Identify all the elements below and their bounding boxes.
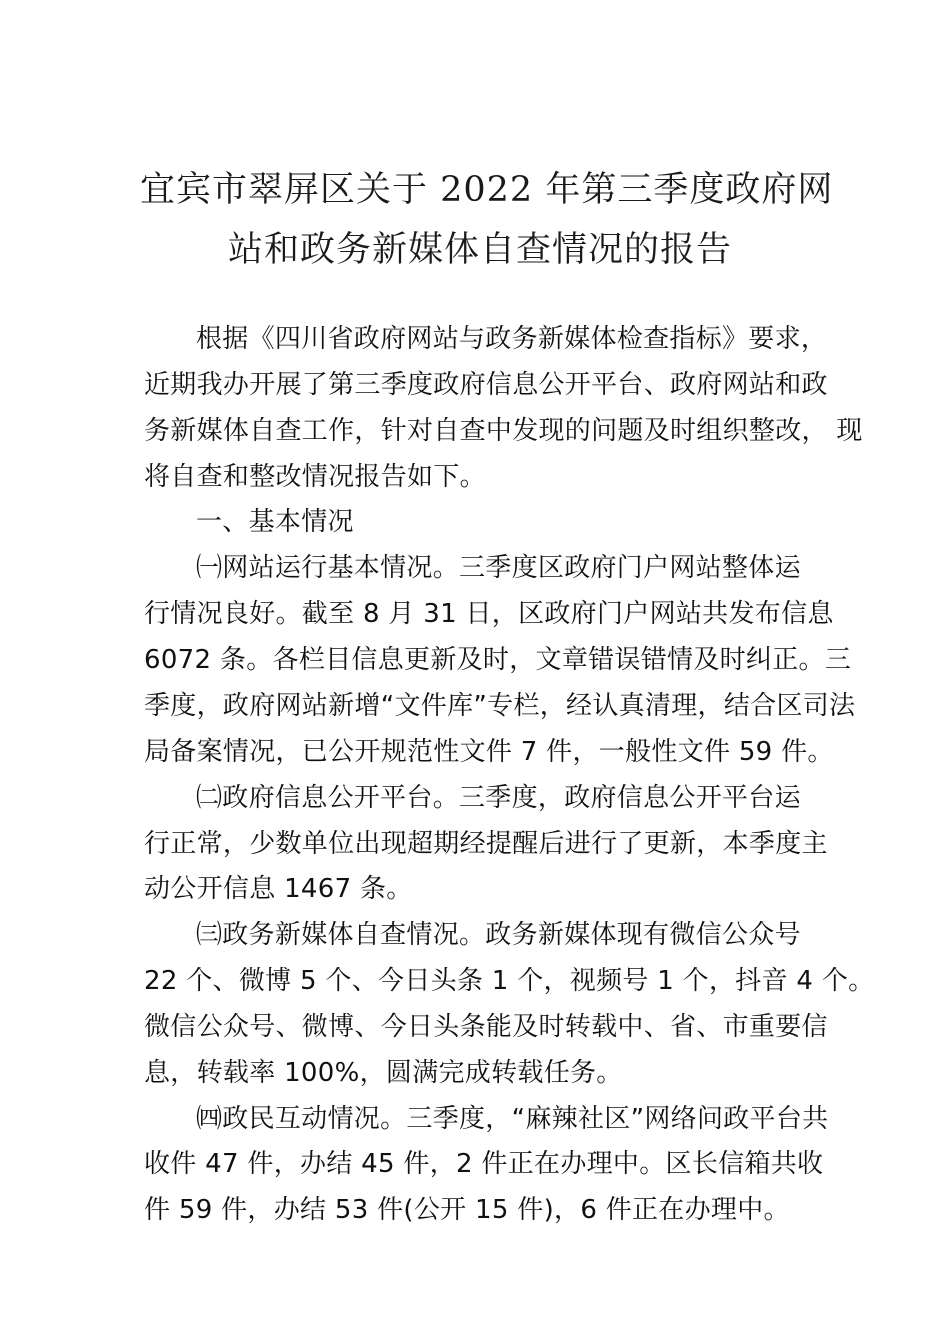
paragraph-platform-line: 动公开信息 1467 条。 <box>144 874 413 904</box>
paragraph-website-line: 季度，政府网站新增“文件库”专栏，经认真清理，结合区司法 <box>144 691 856 721</box>
paragraph-intro-line: 近期我办开展了第三季度政府信息公开平台、政府网站和政 <box>144 370 828 400</box>
paragraph-platform-line: ㈡政府信息公开平台。三季度，政府信息公开平台运 <box>196 783 801 813</box>
paragraph-website-line: 6072 条。各栏目信息更新及时，文章错误错情及时纠正。三 <box>144 645 852 675</box>
paragraph-website-line: 行情况良好。截至 8 月 31 日，区政府门户网站共发布信息 <box>144 599 834 629</box>
paragraph-website-line: ㈠网站运行基本情况。三季度区政府门户网站整体运 <box>196 553 801 583</box>
paragraph-interaction-line: ㈣政民互动情况。三季度，“麻辣社区”网络问政平台共 <box>196 1104 829 1134</box>
paragraph-newmedia-line: 息，转载率 100%，圆满完成转载任务。 <box>144 1058 623 1088</box>
paragraph-intro-line: 将自查和整改情况报告如下。 <box>144 462 486 492</box>
document-title-line-1: 宜宾市翠屏区关于 2022 年第三季度政府网 <box>140 170 834 210</box>
paragraph-intro-line: 根据《四川省政府网站与政务新媒体检查指标》要求， <box>196 324 828 354</box>
paragraph-platform-line: 行正常，少数单位出现超期经提醒后进行了更新，本季度主 <box>144 829 828 859</box>
paragraph-newmedia-line: 22 个、微博 5 个、今日头条 1 个，视频号 1 个，抖音 4 个。 <box>144 966 875 996</box>
section-heading: 一、基本情况 <box>196 507 354 537</box>
paragraph-intro-line: 务新媒体自查工作，针对自查中发现的问题及时组织整改， 现 <box>144 416 863 446</box>
document-title-line-2: 站和政务新媒体自查情况的报告 <box>227 230 732 270</box>
paragraph-website-line: 局备案情况，已公开规范性文件 7 件，一般性文件 59 件。 <box>144 737 834 767</box>
paragraph-newmedia-line: ㈢政务新媒体自查情况。政务新媒体现有微信公众号 <box>196 920 801 950</box>
paragraph-newmedia-line: 微信公众号、微博、今日头条能及时转载中、省、市重要信 <box>144 1012 828 1042</box>
paragraph-interaction-line: 收件 47 件，办结 45 件，2 件正在办理中。区长信箱共收 <box>144 1149 824 1179</box>
paragraph-interaction-line: 件 59 件，办结 53 件(公开 15 件)，6 件正在办理中。 <box>144 1195 790 1225</box>
